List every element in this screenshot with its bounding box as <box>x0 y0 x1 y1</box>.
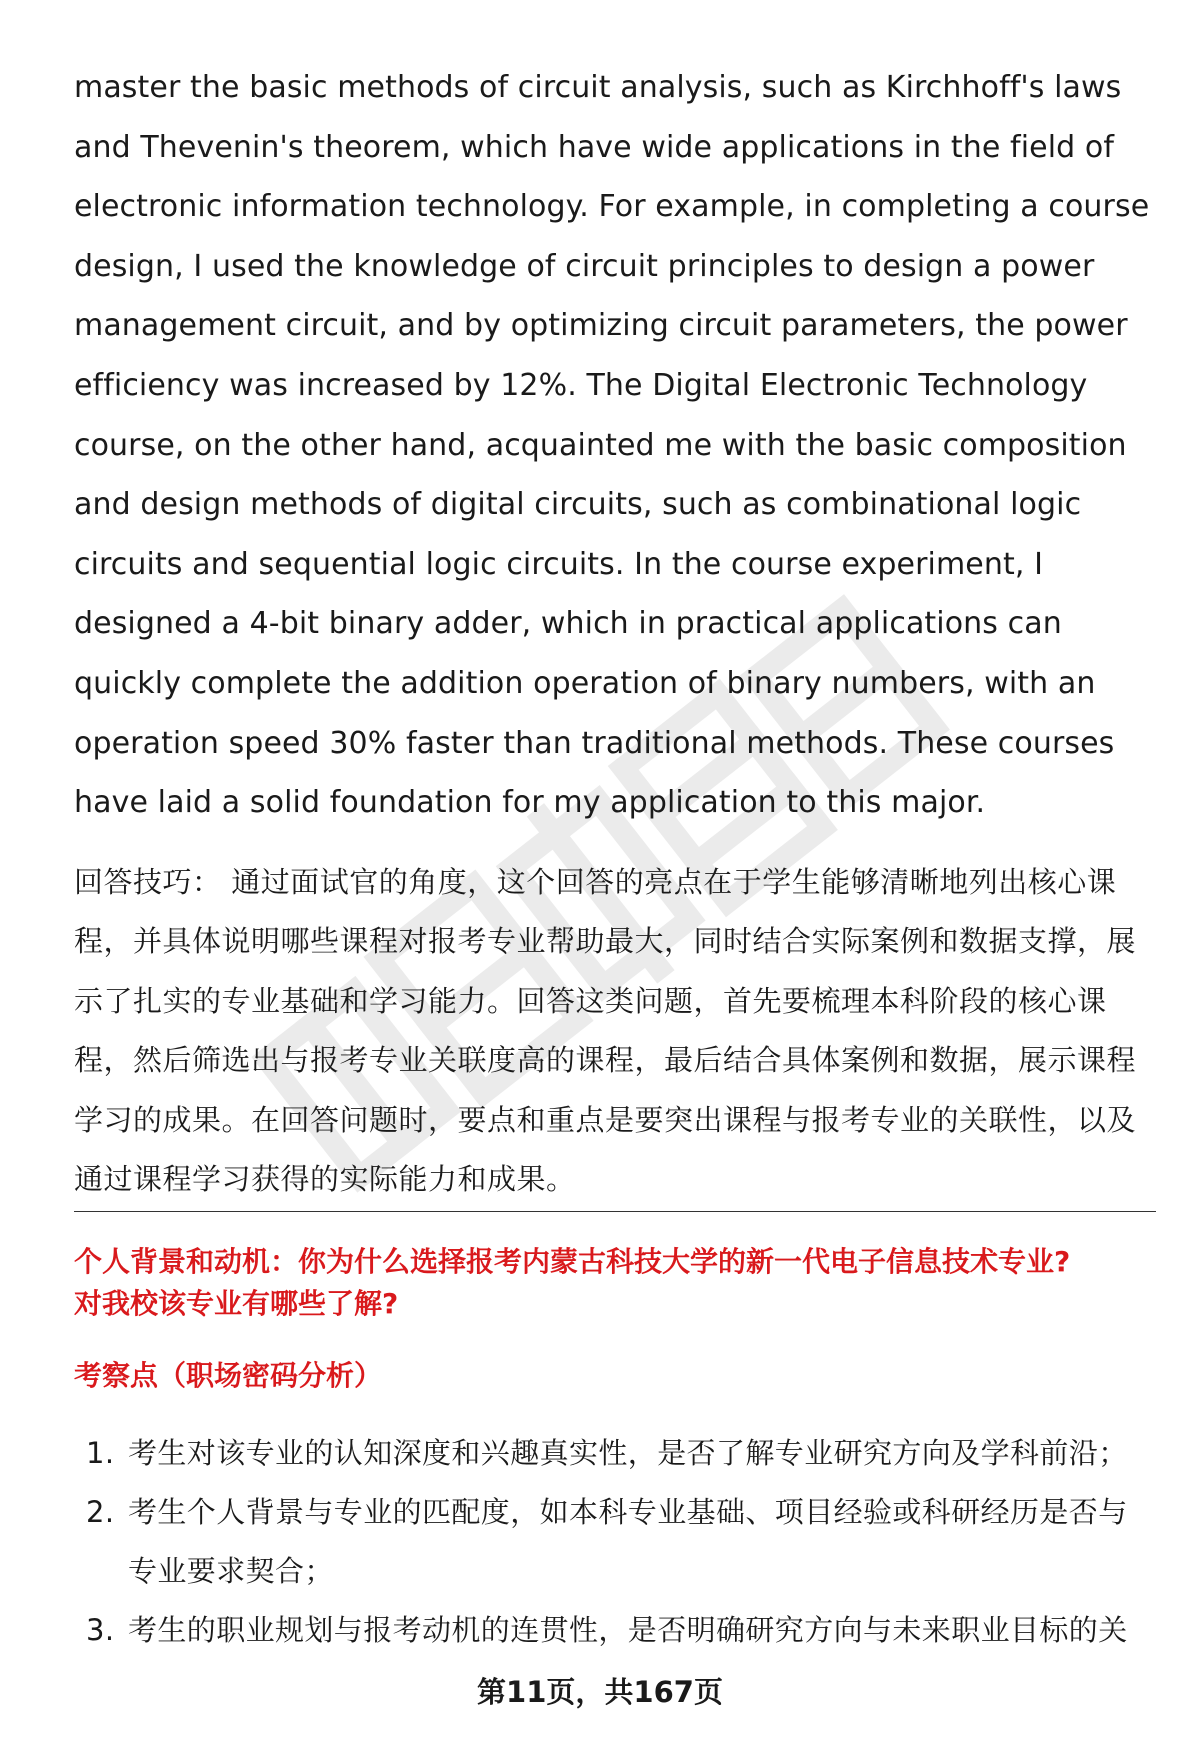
list-item <box>74 1601 1156 1660</box>
list-item-text: 考生对该专业的认知深度和兴趣真实性，是否了解专业研究方向及学科前沿； <box>128 1436 1128 1470</box>
page-number: 第11页，共167页 <box>477 1675 723 1709</box>
question-heading <box>74 1241 1164 1325</box>
list-item <box>74 1483 1156 1601</box>
list-item-text: 考生个人背景与专业的匹配度，如本科专业基础、项目经验或科研经历是否与专业要求契合； <box>128 1495 1128 1588</box>
list-item-number: 3. <box>86 1613 115 1647</box>
list-item-number: 1. <box>86 1436 115 1470</box>
question-heading-line-2: 对我校该专业有哪些了解? <box>74 1287 399 1320</box>
list-item-text: 考生的职业规划与报考动机的连贯性，是否明确研究方向与未来职业目标的关 <box>128 1613 1128 1647</box>
section-divider <box>74 1211 1156 1212</box>
list-item-number: 2. <box>86 1495 115 1529</box>
question-heading-line-1: 个人背景和动机：你为什么选择报考内蒙古科技大学的新一代电子信息技术专业? <box>74 1245 1071 1278</box>
assessment-points-list <box>74 1424 1156 1660</box>
document-body <box>74 58 1156 1210</box>
answer-tip-paragraph: 回答技巧： 通过面试官的角度，这个回答的亮点在于学生能够清晰地列出核心课程，并具体说明哪些课程对报考专业帮助最大，同时结合实际案例和数据支撑，展示了扎实的专业基础和学习能力。回答这类问题，首先要梳理本科阶段的核心课程，然后筛选出与报考专业关联度高的课程，最后结合具体案例和数据，展示课程学习的成果。在回答问题时，要点和重点是要突出课程与报考专业的关联性，以及通过课程学习获得的实际能力和成果。 <box>74 864 1137 1197</box>
assessment-title: 考察点（职场密码分析） <box>74 1359 383 1392</box>
list-item <box>74 1424 1156 1483</box>
english-answer-paragraph: master the basic methods of circuit analysis, such as Kirchhoff's laws and Thevenin's theorem, which have wide applications in the field of electronic information technology. For example, in completing a course design, I used the knowledge of circuit principles to design a power management circuit, and by optimizing circuit parameters, the power efficiency was increased by 12%. The Digital Electronic Technology course, on the other hand, acquainted me with the basic composition and design methods of digital circuits, such as combinational logic circuits and sequential logic circuits. In the course experiment, I designed a 4-bit binary adder, which in practical applications can quickly complete the addition operation of binary numbers, with an operation speed 30% faster than traditional methods. These courses have laid a solid foundation for my application to this major. <box>74 70 1150 821</box>
